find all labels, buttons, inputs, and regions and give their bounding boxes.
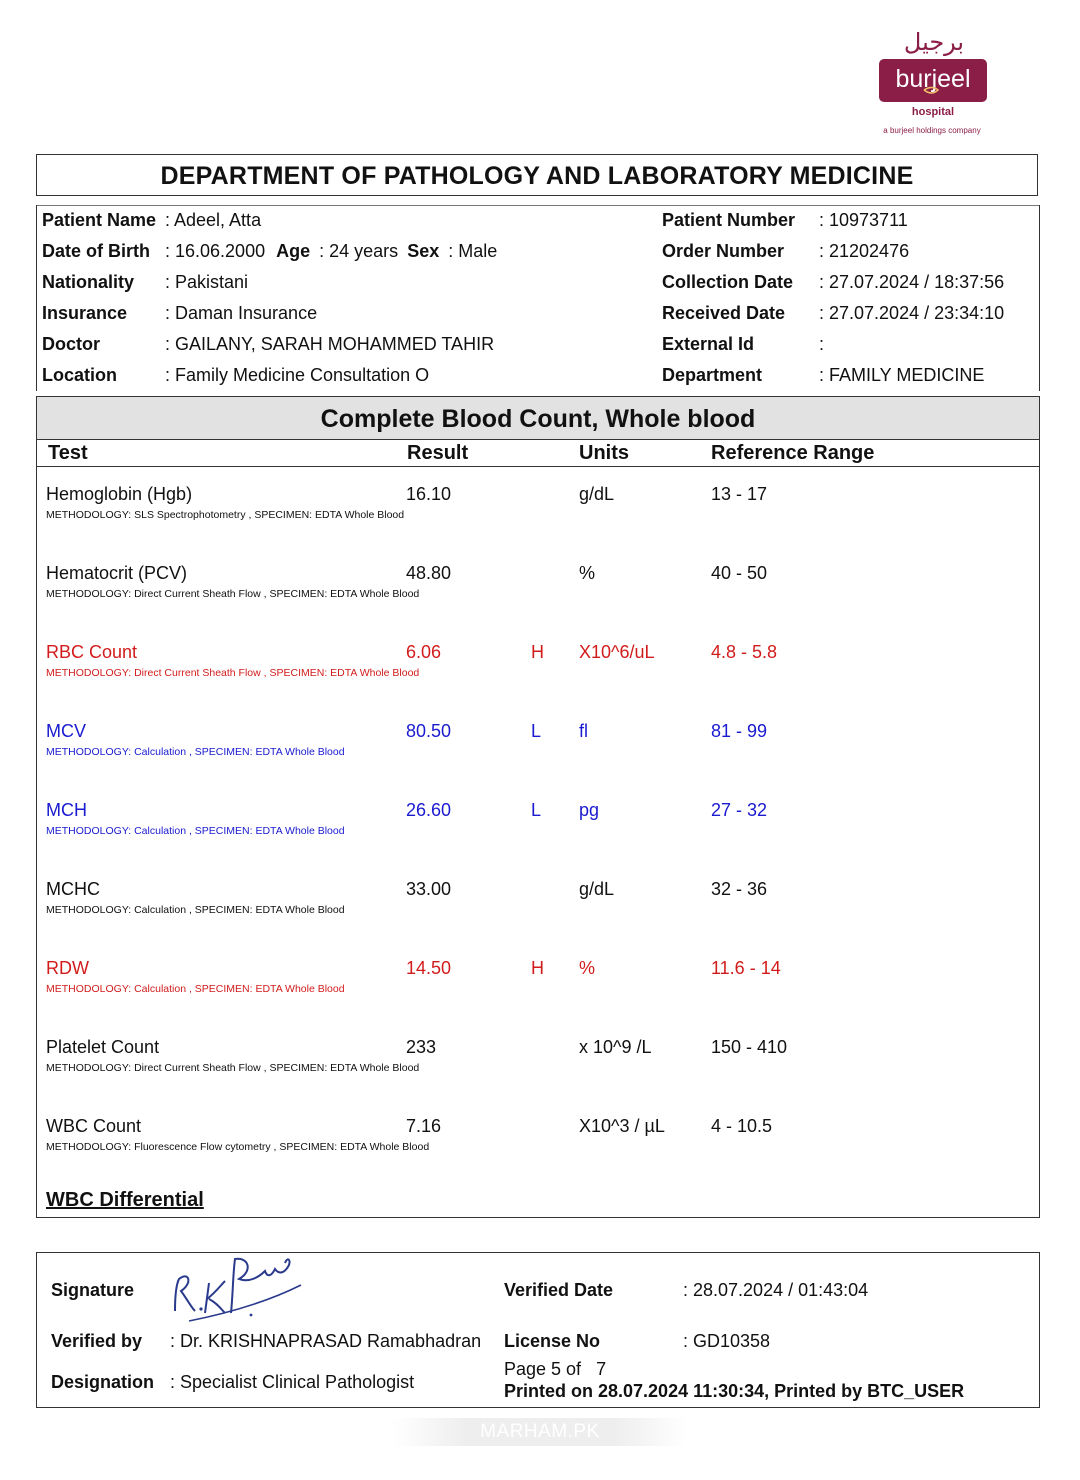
age-label: Age — [276, 241, 311, 261]
test-result: 48.80 — [406, 563, 452, 583]
test-reference: 4 - 10.5 — [711, 1116, 773, 1136]
department-title: DEPARTMENT OF PATHOLOGY AND LABORATORY MEDICINE — [36, 154, 1038, 196]
patient-number-value: : 10973711 — [819, 210, 908, 230]
nationality-label: Nationality — [42, 272, 135, 292]
test-name: Platelet Count — [46, 1037, 160, 1057]
test-result: 80.50 — [406, 721, 452, 741]
test-name: MCHC — [46, 879, 100, 899]
license-label: License No — [504, 1331, 601, 1351]
test-flag: L — [531, 800, 542, 820]
patient-info — [36, 205, 1040, 391]
test-unit: % — [579, 958, 596, 978]
test-methodology: METHODOLOGY: Calculation , SPECIMEN: EDTA Whole Blood — [46, 746, 345, 758]
patient-number-label: Patient Number — [662, 210, 796, 230]
col-reference: Reference Range — [711, 442, 875, 464]
order-number-value: : 21202476 — [819, 241, 910, 261]
printed-info: Printed on 28.07.2024 11:30:34, Printed by BTC_USER — [504, 1381, 965, 1401]
test-methodology: METHODOLOGY: Calculation , SPECIMEN: EDTA Whole Blood — [46, 904, 345, 916]
verified-by-label: Verified by — [51, 1331, 143, 1351]
wbc-differential-heading: WBC Differential — [46, 1189, 204, 1211]
location-value: : Family Medicine Consultation O — [165, 365, 430, 385]
patient-row-3 — [37, 267, 1039, 298]
results-column-header — [37, 440, 1039, 467]
test-result: 7.16 — [406, 1116, 442, 1136]
external-id-label: External Id — [662, 334, 755, 354]
test-unit: fl — [579, 721, 588, 741]
table-row — [37, 642, 1039, 702]
insurance-value: : Daman Insurance — [165, 303, 318, 323]
table-row — [37, 721, 1039, 781]
test-result: 16.10 — [406, 484, 452, 504]
test-reference: 40 - 50 — [711, 563, 768, 583]
test-reference: 27 - 32 — [711, 800, 768, 820]
dob-value: : 16.06.2000 — [165, 241, 266, 261]
test-methodology: METHODOLOGY: Calculation , SPECIMEN: EDTA Whole Blood — [46, 983, 345, 995]
patient-row-1 — [37, 205, 1039, 236]
patient-name-label: Patient Name — [42, 210, 157, 230]
verified-date-label: Verified Date — [504, 1280, 614, 1300]
doctor-value: : GAILANY, SARAH MOHAMMED TAHIR — [165, 334, 495, 354]
table-row — [37, 800, 1039, 860]
test-unit: X10^3 / µL — [579, 1116, 665, 1136]
doctor-label: Doctor — [42, 334, 100, 354]
test-methodology: METHODOLOGY: Calculation , SPECIMEN: EDTA Whole Blood — [46, 825, 345, 837]
test-reference: 13 - 17 — [711, 484, 768, 504]
test-reference: 11.6 - 14 — [711, 958, 781, 978]
test-unit: X10^6/uL — [579, 642, 655, 662]
col-result: Result — [407, 442, 469, 464]
test-methodology: METHODOLOGY: Direct Current Sheath Flow , SPECIMEN: EDTA Whole Blood — [46, 667, 420, 679]
test-methodology: METHODOLOGY: Direct Current Sheath Flow , SPECIMEN: EDTA Whole Blood — [46, 1062, 420, 1074]
table-row — [37, 563, 1039, 623]
results-title: Complete Blood Count, Whole blood — [37, 397, 1039, 440]
table-row — [37, 484, 1039, 544]
test-reference: 81 - 99 — [711, 721, 768, 741]
sex-label: Sex — [407, 241, 440, 261]
test-result: 14.50 — [406, 958, 452, 978]
page-number: Page 5 of 7 — [504, 1359, 607, 1379]
test-unit: g/dL — [579, 484, 615, 504]
test-name: RBC Count — [46, 642, 138, 662]
test-name: Hematocrit (PCV) — [46, 563, 188, 583]
test-flag: H — [531, 958, 544, 978]
received-date-value: : 27.07.2024 / 23:34:10 — [819, 303, 1005, 323]
verified-by-value: : Dr. KRISHNAPRASAD Ramabhadran — [170, 1331, 482, 1351]
collection-date-value: : 27.07.2024 / 18:37:56 — [819, 272, 1005, 292]
burjeel-hospital-logo — [872, 30, 997, 138]
test-methodology: METHODOLOGY: Fluorescence Flow cytometry , SPECIMEN: EDTA Whole Blood — [46, 1141, 430, 1153]
test-flag: L — [531, 721, 542, 741]
department-label: Department — [662, 365, 763, 385]
table-row — [37, 958, 1039, 1018]
test-name: RDW — [46, 958, 89, 978]
test-flag: H — [531, 642, 544, 662]
test-unit: pg — [579, 800, 600, 820]
received-date-label: Received Date — [662, 303, 786, 323]
nationality-value: : Pakistani — [165, 272, 249, 292]
sex-value: : Male — [448, 241, 498, 261]
col-units: Units — [579, 442, 629, 464]
test-result: 6.06 — [406, 642, 442, 662]
test-result: 233 — [406, 1037, 437, 1057]
test-reference: 32 - 36 — [711, 879, 768, 899]
insurance-label: Insurance — [42, 303, 128, 323]
test-name: MCH — [46, 800, 87, 820]
external-id-value: : — [819, 334, 825, 354]
test-name: Hemoglobin (Hgb) — [46, 484, 193, 504]
age-value: : 24 years — [319, 241, 399, 261]
test-unit: x 10^9 /L — [579, 1037, 652, 1057]
patient-row-5 — [37, 329, 1039, 360]
results-table — [36, 396, 1040, 1218]
order-number-label: Order Number — [662, 241, 785, 261]
designation-value: : Specialist Clinical Pathologist — [170, 1372, 415, 1392]
test-name: MCV — [46, 721, 86, 741]
test-unit: % — [579, 563, 596, 583]
signature-scribble-icon — [169, 1253, 304, 1325]
table-row — [37, 879, 1039, 939]
signature-label: Signature — [51, 1280, 135, 1300]
designation-label: Designation — [51, 1372, 155, 1392]
test-methodology: METHODOLOGY: Direct Current Sheath Flow , SPECIMEN: EDTA Whole Blood — [46, 588, 420, 600]
test-reference: 150 - 410 — [711, 1037, 788, 1057]
patient-row-6 — [37, 360, 1039, 391]
logo-sub-text: hospital — [911, 106, 955, 118]
watermark: MARHAM.PK — [392, 1418, 688, 1446]
location-label: Location — [42, 365, 117, 385]
test-result: 26.60 — [406, 800, 452, 820]
logo-arabic-text: برجيل — [903, 30, 965, 56]
patient-row-4 — [37, 298, 1039, 329]
patient-name-value: : Adeel, Atta — [165, 210, 262, 230]
patient-row-2 — [37, 236, 1039, 267]
col-test: Test — [48, 442, 88, 464]
test-methodology: METHODOLOGY: SLS Spectrophotometry , SPECIMEN: EDTA Whole Blood — [46, 509, 405, 521]
license-value: : GD10358 — [683, 1331, 771, 1351]
test-name: WBC Count — [46, 1116, 142, 1136]
test-unit: g/dL — [579, 879, 615, 899]
signature-box — [36, 1252, 1040, 1408]
collection-date-label: Collection Date — [662, 272, 794, 292]
verified-date-value: : 28.07.2024 / 01:43:04 — [683, 1280, 869, 1300]
test-result: 33.00 — [406, 879, 452, 899]
table-row — [37, 1116, 1039, 1176]
department-value: : FAMILY MEDICINE — [819, 365, 985, 385]
test-reference: 4.8 - 5.8 — [711, 642, 778, 662]
logo-brand-text: burjeel — [895, 65, 971, 93]
table-row — [37, 1037, 1039, 1097]
dob-label: Date of Birth — [42, 241, 150, 261]
signature-image — [169, 1253, 304, 1325]
logo-tagline: a burjeel holdings company — [883, 126, 981, 135]
